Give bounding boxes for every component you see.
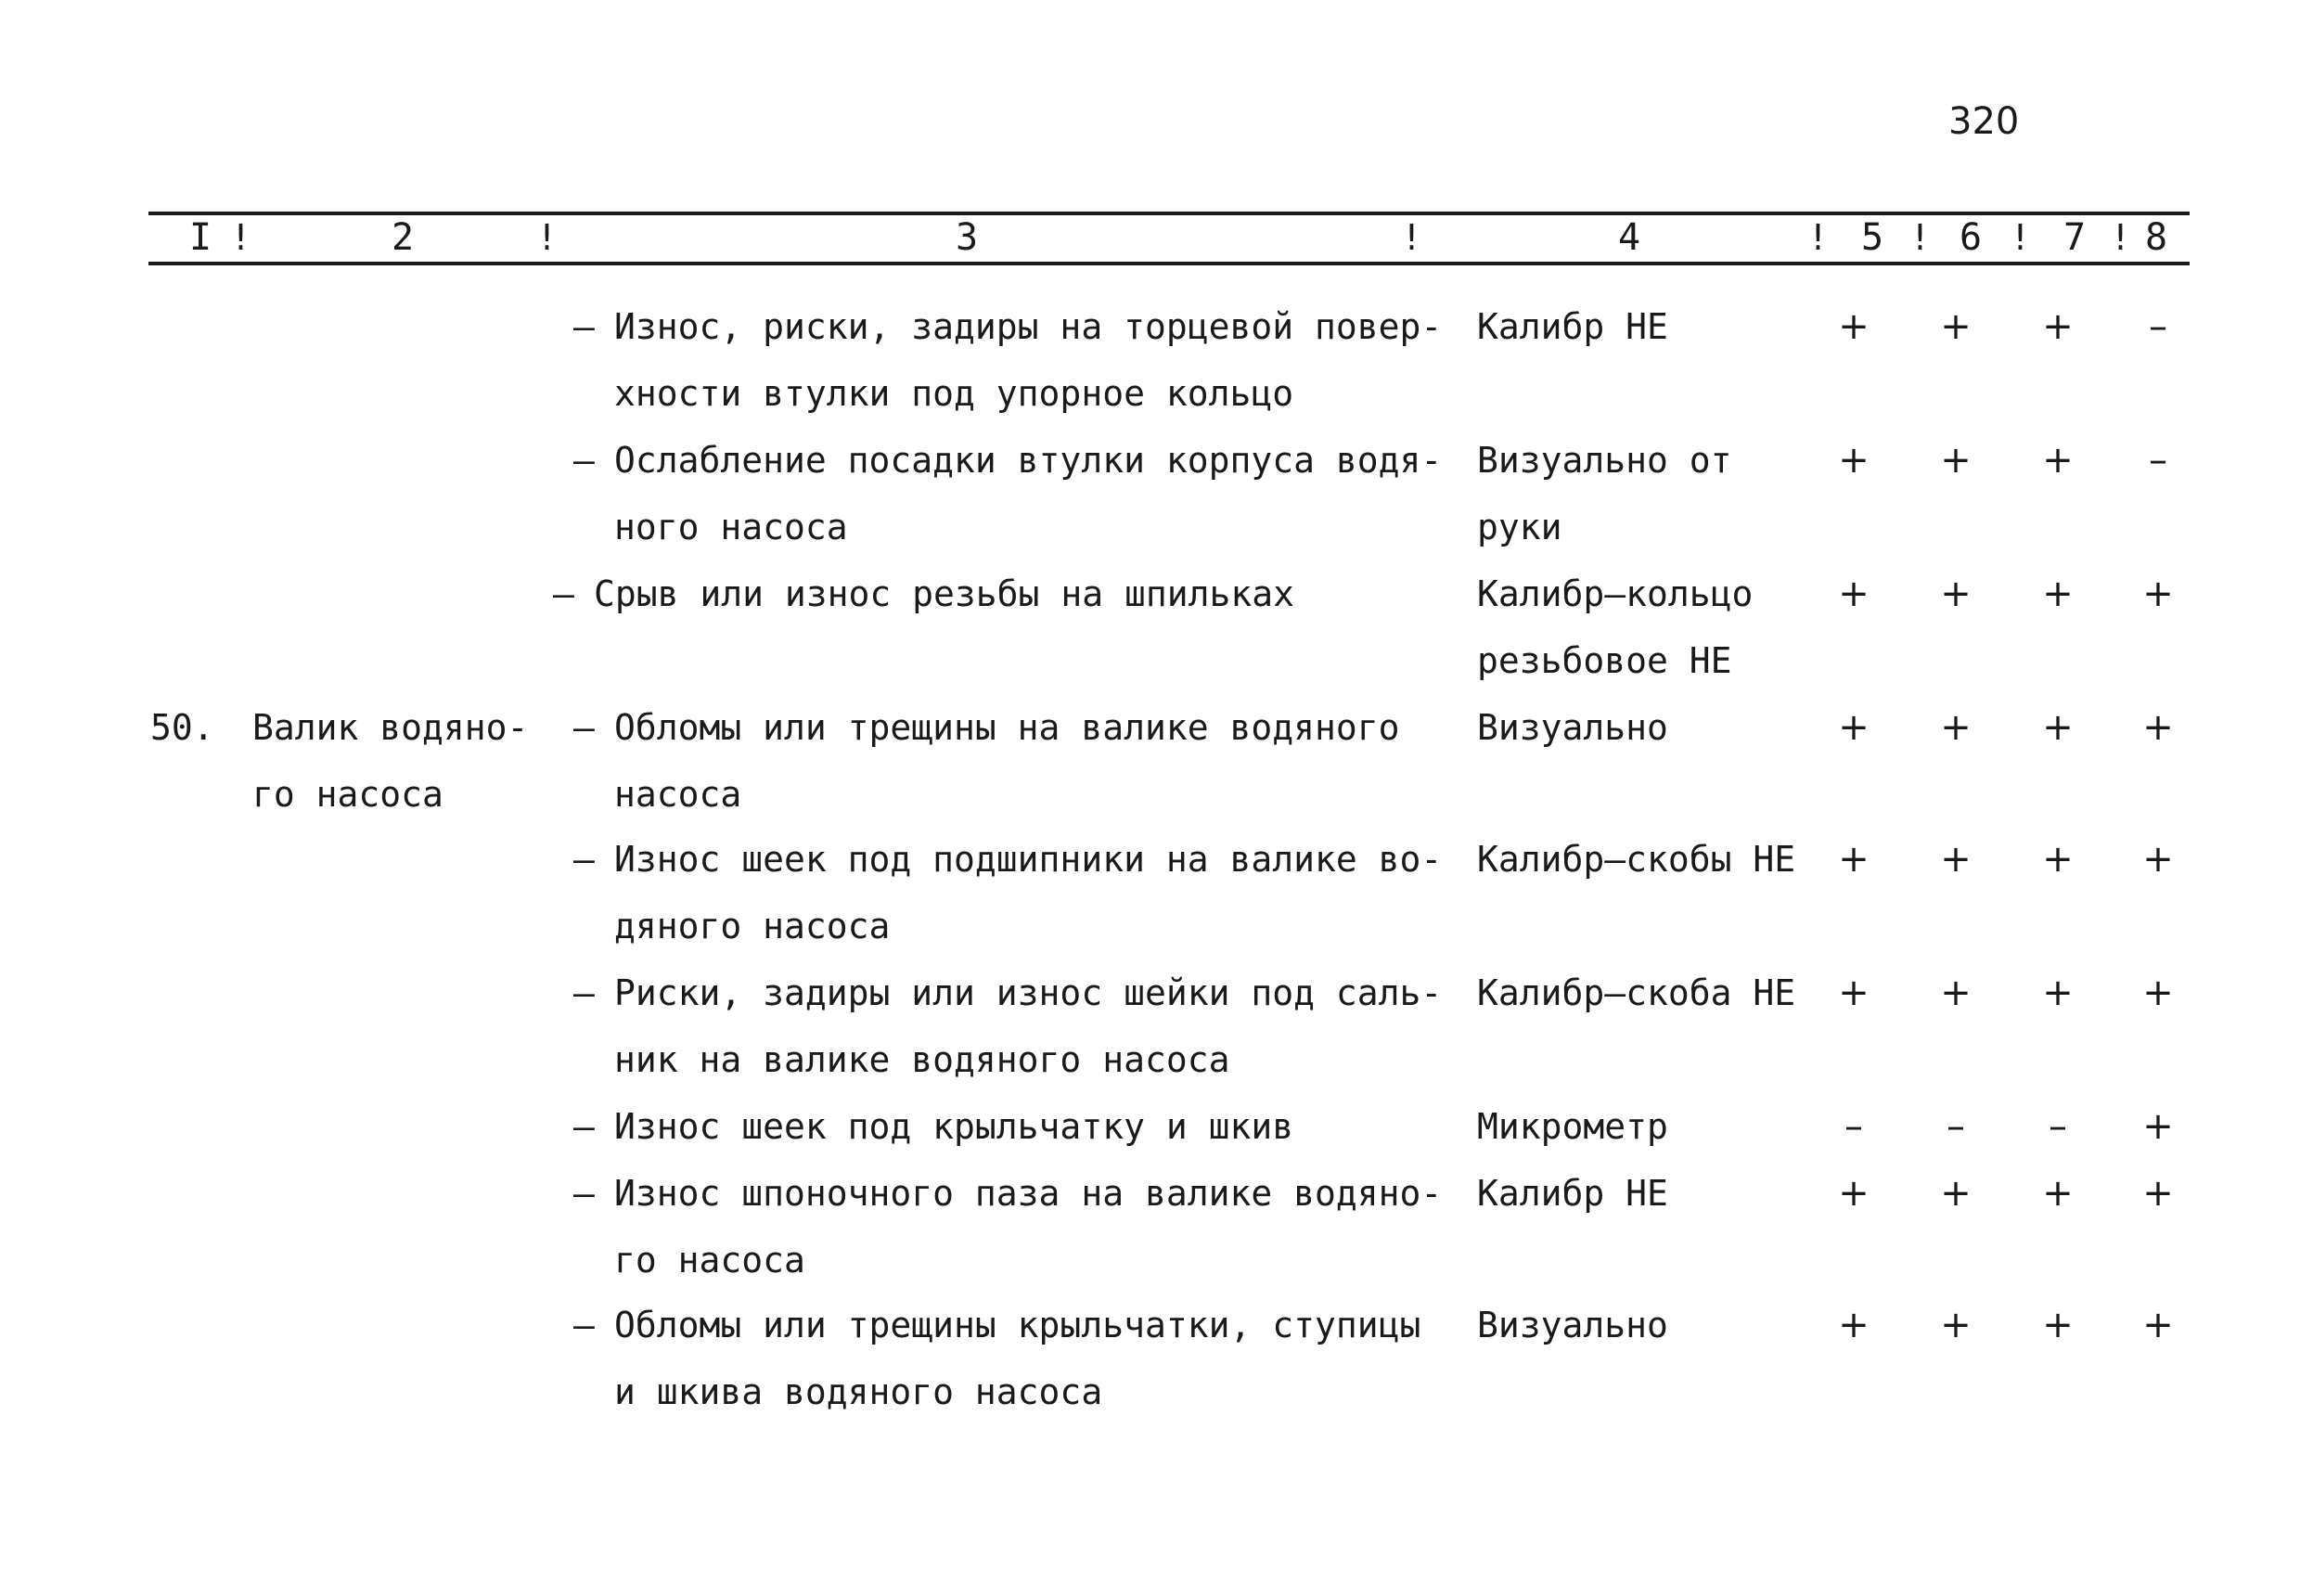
header-separator: ! bbox=[1909, 217, 1931, 258]
table-row bbox=[0, 1292, 2313, 1425]
inspection-method: Калибр–кольцо bbox=[1477, 573, 1754, 614]
table-top-rule bbox=[148, 212, 2190, 215]
header-separator: ! bbox=[2010, 217, 2031, 258]
header-col-7: 7 bbox=[2063, 216, 2087, 259]
mark-col-5: + bbox=[1838, 1172, 1870, 1215]
defect-text: Износ шеек под подшипники на валике во- bbox=[614, 839, 1443, 880]
header-col-2: 2 bbox=[392, 216, 415, 259]
header-separator: ! bbox=[1401, 217, 1422, 258]
defect-text: ного насоса bbox=[614, 507, 848, 547]
mark-col-7: + bbox=[2042, 439, 2074, 482]
defect-text: Обломы или трещины на валике водяного bbox=[614, 707, 1400, 748]
mark-col-6: + bbox=[1940, 573, 1972, 615]
mark-col-5: + bbox=[1838, 305, 1870, 348]
page-number: 320 bbox=[1948, 100, 2020, 143]
list-dash: – bbox=[573, 972, 595, 1013]
inspection-method: Визуально bbox=[1477, 707, 1668, 748]
mark-col-5: + bbox=[1838, 706, 1870, 749]
mark-col-5: + bbox=[1838, 838, 1870, 881]
row-number: 50. bbox=[150, 707, 214, 748]
mark-col-8: + bbox=[2142, 972, 2174, 1014]
table-header-bottom-rule bbox=[148, 262, 2190, 265]
defect-text: дяного насоса bbox=[614, 906, 891, 946]
inspection-method: Микрометр bbox=[1477, 1106, 1668, 1147]
mark-col-8: + bbox=[2142, 573, 2174, 615]
mark-col-5: – bbox=[1844, 1105, 1863, 1148]
mark-col-7: + bbox=[2042, 1172, 2074, 1215]
table-row bbox=[0, 959, 2313, 1093]
defect-text: Износ, риски, задиры на торцевой повер- bbox=[614, 306, 1443, 347]
mark-col-6: + bbox=[1940, 1172, 1972, 1215]
inspection-method: руки bbox=[1477, 507, 1562, 547]
header-col-4: 4 bbox=[1618, 216, 1641, 259]
defect-text: Обломы или трещины крыльчатки, ступицы bbox=[614, 1305, 1421, 1345]
inspection-method: Визуально от bbox=[1477, 440, 1732, 481]
mark-col-6: + bbox=[1940, 972, 1972, 1014]
header-separator: ! bbox=[2110, 217, 2131, 258]
mark-col-7: + bbox=[2042, 838, 2074, 881]
mark-col-7: + bbox=[2042, 1304, 2074, 1346]
table-row bbox=[0, 560, 2313, 694]
header-col-5: 5 bbox=[1861, 216, 1884, 259]
list-dash: – bbox=[573, 306, 595, 347]
mark-col-5: + bbox=[1838, 972, 1870, 1014]
mark-col-6: + bbox=[1940, 838, 1972, 881]
mark-col-6: + bbox=[1940, 706, 1972, 749]
mark-col-8: + bbox=[2142, 1105, 2174, 1148]
mark-col-8: – bbox=[2149, 439, 2167, 482]
list-dash: – bbox=[573, 1305, 595, 1345]
defect-text: Износ шеек под крыльчатку и шкив bbox=[614, 1106, 1294, 1147]
defect-text: ник на валике водяного насоса bbox=[614, 1039, 1230, 1080]
mark-col-8: – bbox=[2149, 305, 2167, 348]
inspection-method: резьбовое НЕ bbox=[1477, 640, 1732, 681]
list-dash: – bbox=[573, 839, 595, 880]
mark-col-6: + bbox=[1940, 1304, 1972, 1346]
defect-text: Ослабление посадки втулки корпуса водя- bbox=[614, 440, 1443, 481]
mark-col-5: + bbox=[1838, 439, 1870, 482]
mark-col-7: + bbox=[2042, 972, 2074, 1014]
mark-col-5: + bbox=[1838, 1304, 1870, 1346]
table-row bbox=[0, 1160, 2313, 1294]
header-col-6: 6 bbox=[1960, 216, 1983, 259]
mark-col-8: + bbox=[2142, 1304, 2174, 1346]
list-dash: – bbox=[573, 1106, 595, 1147]
inspection-method: Визуально bbox=[1477, 1305, 1668, 1345]
defect-text: насоса bbox=[614, 774, 742, 815]
inspection-method: Калибр–скоба НЕ bbox=[1477, 972, 1796, 1013]
header-col-8: 8 bbox=[2145, 216, 2168, 259]
list-dash: – bbox=[573, 707, 595, 748]
list-dash: – bbox=[553, 573, 574, 614]
list-dash: – bbox=[573, 440, 595, 481]
header-separator: ! bbox=[536, 217, 558, 258]
inspection-method: Калибр–скобы НЕ bbox=[1477, 839, 1796, 880]
table-row bbox=[0, 293, 2313, 427]
defect-text: Износ шпоночного паза на валике водяно- bbox=[614, 1173, 1443, 1214]
mark-col-6: + bbox=[1940, 439, 1972, 482]
mark-col-7: + bbox=[2042, 573, 2074, 615]
inspection-method: Калибр НЕ bbox=[1477, 306, 1668, 347]
table-row bbox=[0, 1093, 2313, 1160]
inspection-method: Калибр НЕ bbox=[1477, 1173, 1668, 1214]
defect-text: и шкива водяного насоса bbox=[614, 1371, 1103, 1412]
defect-text: го насоса bbox=[614, 1240, 805, 1281]
list-dash: – bbox=[573, 1173, 595, 1214]
part-name: го насоса bbox=[252, 774, 443, 815]
part-name: Валик водяно- bbox=[252, 707, 529, 748]
mark-col-7: + bbox=[2042, 305, 2074, 348]
table-row bbox=[0, 826, 2313, 959]
header-separator: ! bbox=[230, 217, 251, 258]
table-row bbox=[0, 694, 2313, 828]
defect-text: Риски, задиры или износ шейки под саль- bbox=[614, 972, 1443, 1013]
mark-col-8: + bbox=[2142, 838, 2174, 881]
defect-text: хности втулки под упорное кольцо bbox=[614, 373, 1294, 414]
mark-col-8: + bbox=[2142, 1172, 2174, 1215]
defect-text: Срыв или износ резьбы на шпильках bbox=[594, 573, 1294, 614]
table-row bbox=[0, 427, 2313, 560]
header-col-3: 3 bbox=[956, 216, 979, 259]
mark-col-6: – bbox=[1947, 1105, 1965, 1148]
mark-col-7: + bbox=[2042, 706, 2074, 749]
mark-col-5: + bbox=[1838, 573, 1870, 615]
mark-col-6: + bbox=[1940, 305, 1972, 348]
mark-col-8: + bbox=[2142, 706, 2174, 749]
header-separator: ! bbox=[1807, 217, 1829, 258]
mark-col-7: – bbox=[2049, 1105, 2067, 1148]
header-col-1: I bbox=[189, 216, 212, 259]
